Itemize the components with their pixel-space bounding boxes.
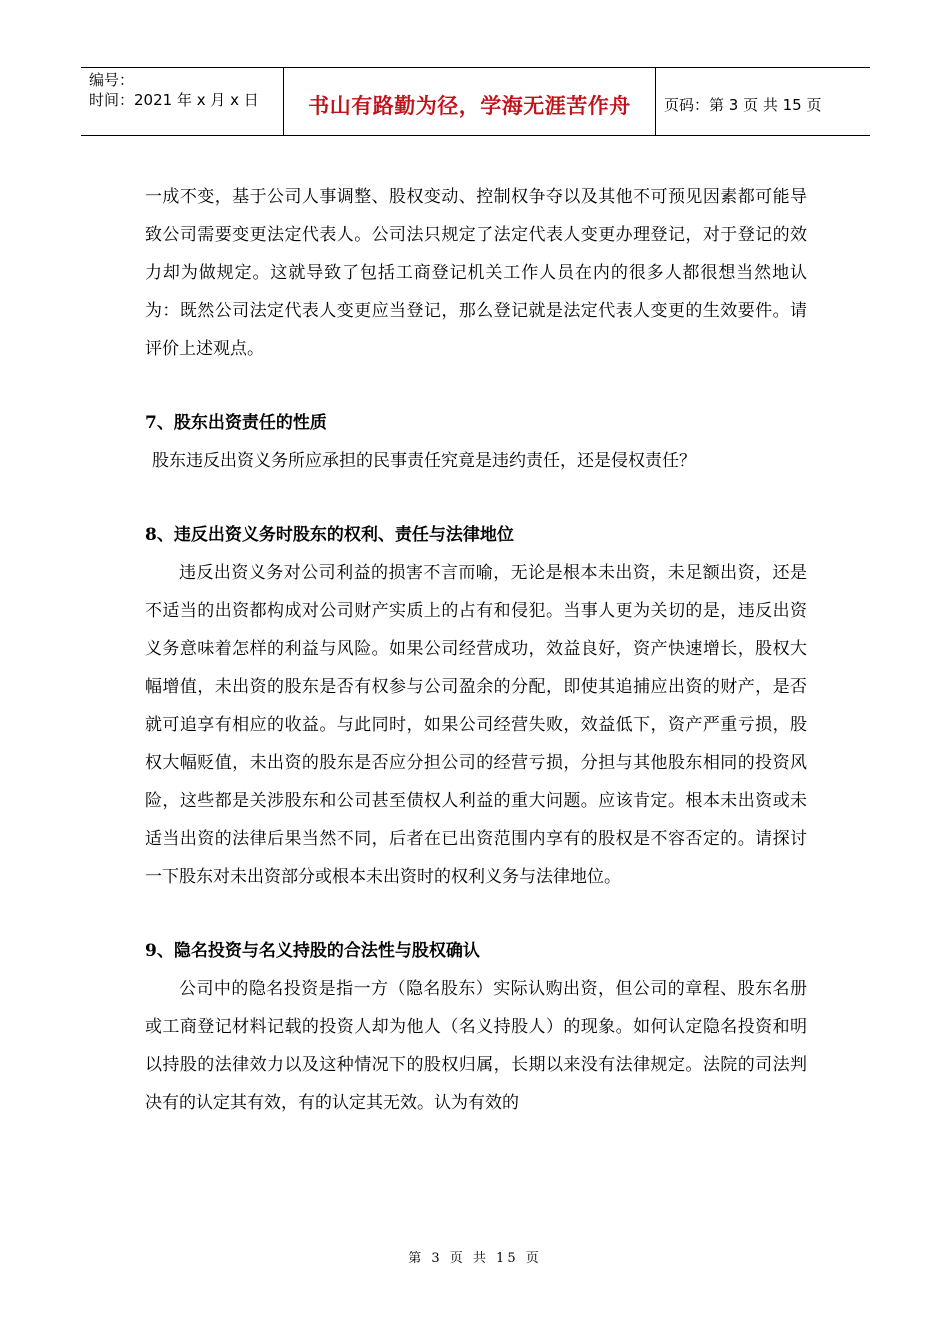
document-date-label: 时间：2021 年 x 月 x 日 <box>89 91 259 109</box>
section-8-text: 违反出资义务对公司利益的损害不言而喻，无论是根本未出资，未足额出资，还是不适当的出资都构成对公司财产实质上的占有和侵犯。当事人更为关切的是，违反出资义务意味着怎样的利益与风险。如果公司经营成功，效益良好，资产快速增长，股权大幅增值，未出资的股东是否有权参与公司盈余的分配，即使其追捕应出资的财产，是否就可追享有相应的收益。与此同时，如果公司经营失败，效益低下，资产严重亏损，股权大幅贬值，未出资的股东是否应分担公司的经营亏损，分担与其他股东相同的投资风险，这些都是关涉股东和公司甚至债权人利益的重大问题。应该肯定。根本未出资或未适当出资的法律后果当然不同，后者在已出资范围内享有的股权是不容否定的。请探讨一下股东对未出资部分或根本未出资时的权利义务与法律地位。 <box>145 563 807 887</box>
document-body <box>145 178 807 1122</box>
header-meta-cell <box>81 68 284 135</box>
section-9-text: 公司中的隐名投资是指一方（隐名股东）实际认购出资，但公司的章程、股东名册或工商登记材料记载的投资人却为他人（名义持股人）的现象。如何认定隐名投资和明以持股的法律效力以及这种情况下的股权归属，长期以来没有法律规定。法院的司法判决有的认定其有效，有的认定其无效。认为有效的 <box>145 979 807 1113</box>
section-7-title: 7、股东出资责任的性质 <box>145 413 327 433</box>
header-motto-cell <box>284 68 656 135</box>
header-page-cell <box>656 68 870 135</box>
section-7-text: 股东违反出资义务所应承担的民事责任究竟是违约责任，还是侵权责任？ <box>152 451 696 471</box>
page-footer: 第 3 页 共 15 页 <box>408 1251 542 1266</box>
document-header <box>81 67 870 136</box>
section-9-title: 9、隐名投资与名义持股的合法性与股权确认 <box>145 941 480 961</box>
header-page-info: 页码：第 3 页 共 15 页 <box>664 96 822 114</box>
header-motto: 书山有路勤为径，学海无涯苦作舟 <box>308 93 631 118</box>
section-8-title: 8、违反出资义务时股东的权利、责任与法律地位 <box>145 525 514 545</box>
document-number-label: 编号： <box>89 71 135 89</box>
intro-paragraph: 一成不变，基于公司人事调整、股权变动、控制权争夺以及其他不可预见因素都可能导致公司需要变更法定代表人。公司法只规定了法定代表人变更办理登记，对于登记的效力却为做规定。这就导致了包括工商登记机关工作人员在内的很多人都很想当然地认为：既然公司法定代表人变更应当登记，那么登记就是法定代表人变更的生效要件。请评价上述观点。 <box>145 187 807 359</box>
